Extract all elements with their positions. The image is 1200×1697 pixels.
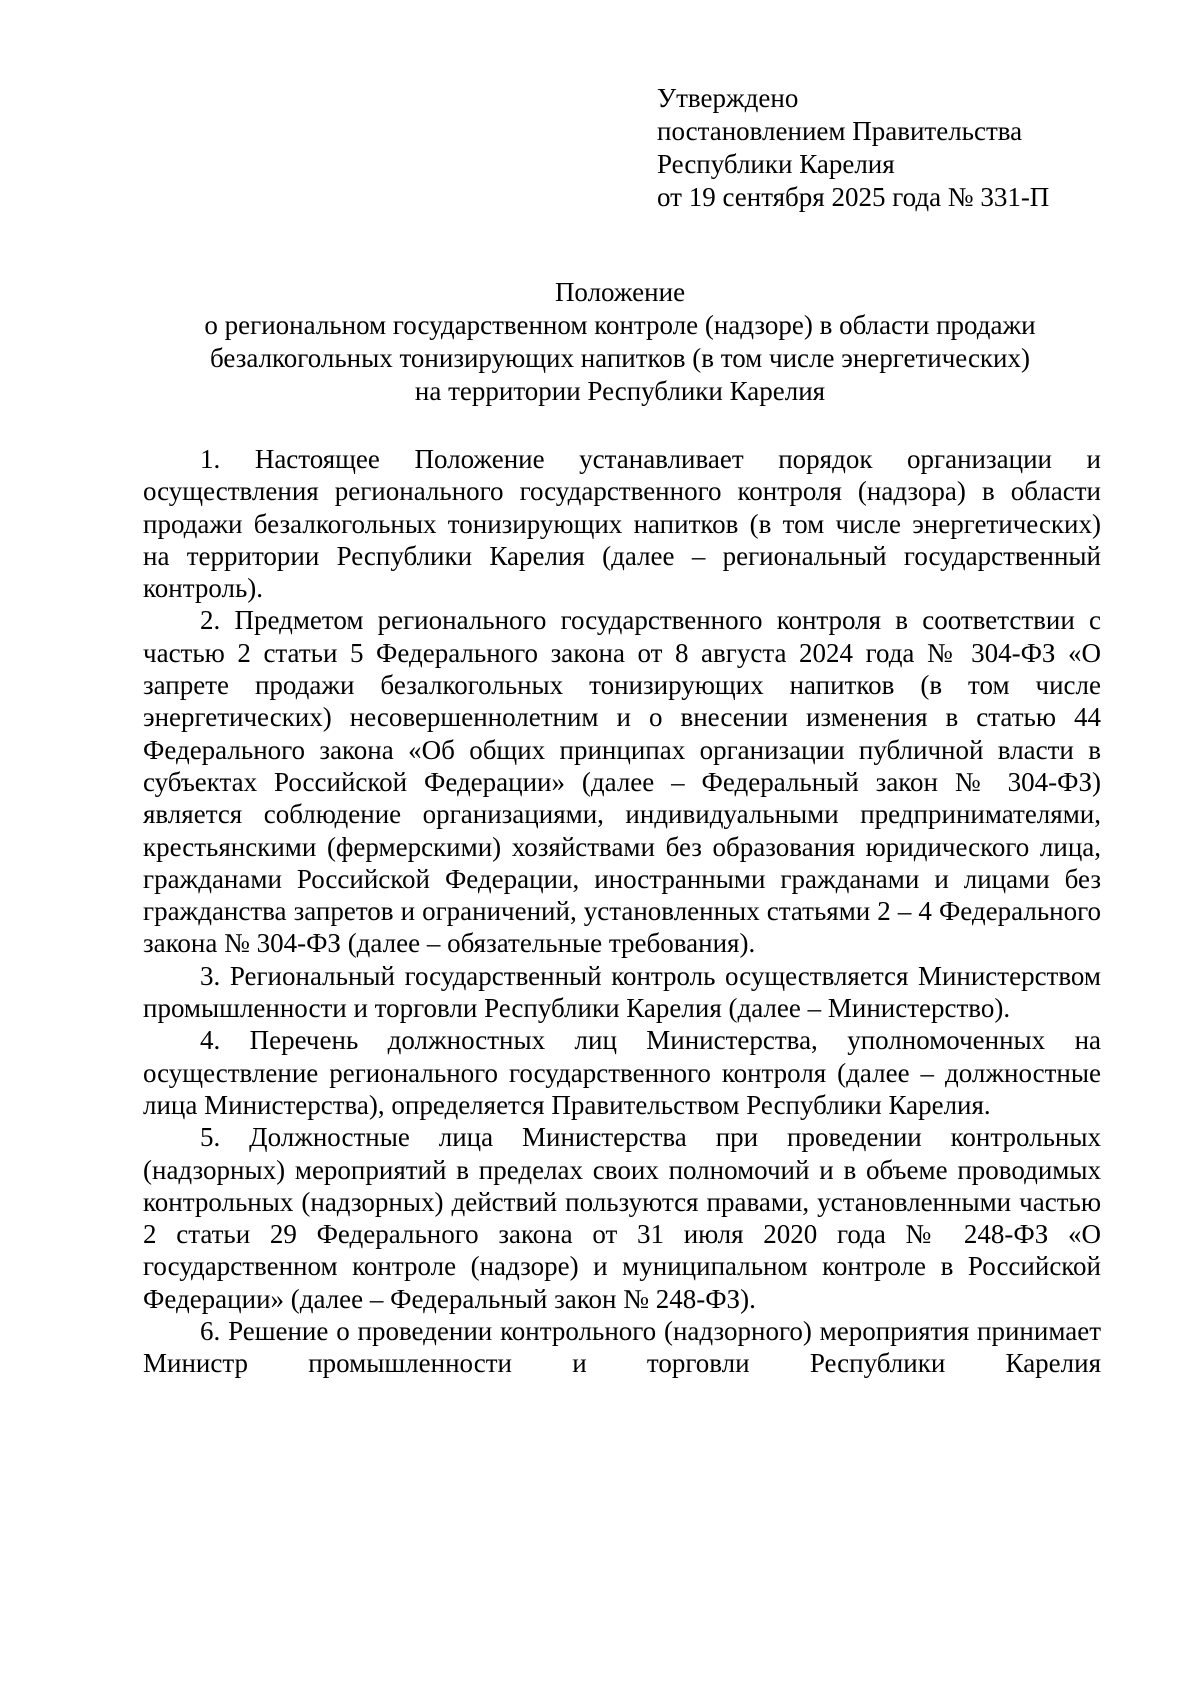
approval-stamp: [657, 82, 1157, 214]
paragraph-2: 2. Предметом регионального государственного контроля в соответствии с частью 2 статьи 5 Федерального закона от 8 августа 2024 года № 304-ФЗ «О запрете продажи безалкогольных тонизирующих напитков (в том числе энергетических) несовершеннолетним и о внесении изменения в статью 44 Федерального закона «Об общих принципах организации публичной власти в субъектах Российской Федерации» (далее – Федеральный закон № 304-ФЗ) является соблюдение организациями, индивидуальными предпринимателями, крестьянскими (фермерскими) хозяйствами без образования юридического лица, гражданами Российской Федерации, иностранными гражданами и лицами без гражданства запретов и ограничений, установленных статьями 2 – 4 Федерального закона № 304-ФЗ (далее – обязательные требования).: [143, 605, 1101, 959]
approval-line-2: постановлением Правительства: [657, 116, 1023, 146]
paragraph-4: 4. Перечень должностных лиц Министерства, уполномоченных на осуществление регионального государственного контроля (далее – должностные лица Министерства), определяется Правительством Республики Карелия.: [143, 1025, 1101, 1120]
paragraph-6: 6. Решение о проведении контрольного (надзорного) мероприятия принимает Министр промышленности и торговли Республики Карелия: [143, 1316, 1101, 1379]
approval-line-1: Утверждено: [657, 83, 799, 113]
document-body: [143, 443, 1101, 1380]
title-line-2: безалкогольных тонизирующих напитков (в том числе энергетических): [210, 343, 1030, 373]
paragraph-1: 1. Настоящее Положение устанавливает порядок организации и осуществления регионального государственного контроля (надзора) в области продажи безалкогольных тонизирующих напитков (в том числе энергетических) на территории Республики Карелия (далее – региональный государственный контроль).: [143, 444, 1101, 604]
paragraph-3: 3. Региональный государственный контроль осуществляется Министерством промышленности и торговли Республики Карелия (далее – Министерство).: [143, 960, 1101, 1024]
title-line-3: на территории Республики Карелия: [414, 376, 826, 406]
title-line-1: о региональном государственном контроле (надзоре) в области продажи: [204, 310, 1036, 340]
paragraph-5: 5. Должностные лица Министерства при проведении контрольных (надзорных) мероприятий в пределах своих полномочий и в объеме проводимых контрольных (надзорных) действий пользуются правами, установленными частью 2 статьи 29 Федерального закона от 31 июля 2020 года № 248-ФЗ «О государственном контроле (надзоре) и муниципальном контроле в Российской Федерации» (далее – Федеральный закон № 248-ФЗ).: [143, 1122, 1101, 1314]
approval-line-3: Республики Карелия: [657, 149, 895, 179]
title-heading: Положение: [554, 277, 686, 307]
approval-line-4: от 19 сентября 2025 года № 331-П: [657, 182, 1050, 212]
document-title: [130, 276, 1110, 408]
